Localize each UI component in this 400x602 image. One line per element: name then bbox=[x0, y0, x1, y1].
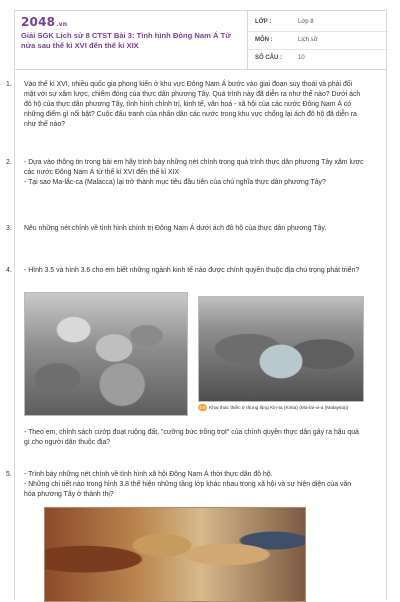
question-text: - Hình 3.5 và hình 3.6 cho em biết những ngành kinh tế nào được chính quyền thuộc địa chú trọng phát triển? bbox=[24, 267, 360, 274]
meta-value: Lớp 8 bbox=[298, 19, 314, 25]
figure-caption bbox=[198, 404, 368, 412]
figure-3-8-image bbox=[44, 507, 306, 602]
question-text: - Trình bày những nét chính về tình hình xã hội Đông Nam Á thời thực dân đô hộ. bbox=[24, 471, 273, 478]
question-number: 3. bbox=[6, 225, 12, 232]
meta-key: MÔN : bbox=[255, 37, 273, 43]
question-text: Nêu những nét chính về tình hình chính trị Đông Nam Á dưới ách đô hộ của thực dân phương Tây. bbox=[24, 225, 327, 232]
question-text: Vào thế kỉ XVI, nhiều quốc gia phong kiến ở khu vực Đông Nam Á bước vào giai đoạn suy thoái và phải đối mặt với sự xâm lược, chiếm đóng của thực dân phương Tây. Quá trình này đã diễn ra như thế nào? Dưới ách đô hộ của thực dân phương Tây, tình hình chính trị, kinh tế, văn hoá - xã hội của các nước Đông Nam Á có những điểm gì nổi bật? Cuộc đấu tranh của nhân dân các nước trong khu vực chống lại ách đô hộ đã diễn ra như thế nào? bbox=[24, 81, 361, 128]
meta-row-count bbox=[248, 49, 388, 67]
meta-key: LỚP : bbox=[255, 19, 272, 25]
meta-row-grade bbox=[248, 13, 388, 32]
meta-key: SỐ CÂU : bbox=[255, 55, 282, 61]
figure-3-6-image bbox=[198, 296, 364, 402]
question-text: - Dựa vào thông tin trong bài em hãy trình bày những nét chính trong quá trình thực dân phương Tây xâm lược các nước Đông Nam Á từ thế kỉ XVI đến thế kỉ XIX bbox=[24, 159, 364, 176]
figure-number-badge: 3.6 bbox=[199, 405, 206, 410]
question-text: - Những chi tiết nào trong hình 3.8 thể hiện những tầng lớp khác nhau trong xã hội và sự hiện diện của văn hóa phương Tây ở thành thị? bbox=[24, 481, 352, 498]
meta-row-subject bbox=[248, 31, 388, 50]
document-meta bbox=[247, 11, 388, 69]
question-text: - Theo em, chính sách cướp đoạt ruộng đất, "cưỡng bức trồng trọt" của chính quyền thực dân gây ra hậu quả gì cho người dân thuộc địa? bbox=[24, 429, 359, 446]
question-number: 4. bbox=[6, 267, 12, 274]
question-number: 1. bbox=[6, 81, 12, 88]
figure-caption-text: Khai thác thiếc ở thung lũng Kin-ta (Kinta) (Ma-lai-xi-a (Malaysia)) bbox=[209, 405, 349, 411]
question-number: 2. bbox=[6, 159, 12, 166]
meta-value: Lịch sử bbox=[298, 37, 318, 43]
question-text: - Tại sao Ma-lắc-ca (Malacca) lại trở thành mục tiêu đầu tiên của chủ nghĩa thực dân phương Tây? bbox=[24, 179, 326, 186]
figure-3-5-image bbox=[24, 292, 188, 416]
document-title: Giải SGK Lịch sử 8 CTST Bài 3: Tình hình Đông Nam Á Từ nửa sau thế kỉ XVI đến thế kỉ XIX bbox=[21, 31, 231, 50]
site-logo[interactable]: 2048.vn bbox=[21, 15, 68, 29]
meta-value: 10 bbox=[298, 55, 305, 61]
question-number: 5. bbox=[6, 471, 12, 478]
document-header bbox=[15, 11, 386, 70]
